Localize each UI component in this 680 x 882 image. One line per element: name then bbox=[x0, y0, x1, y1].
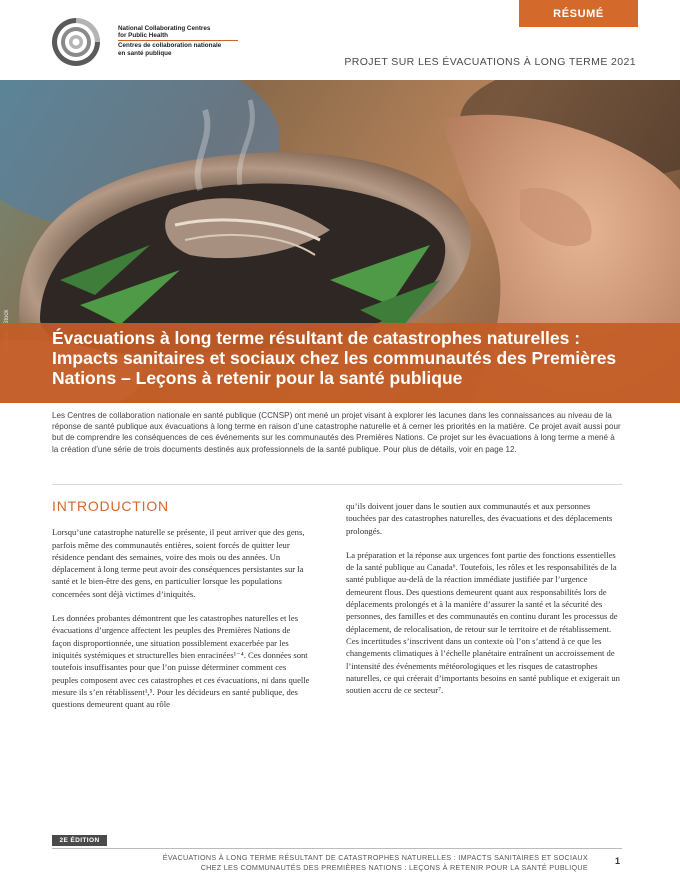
footer-line: CHEZ LES COMMUNAUTÉS DES PREMIÈRES NATIONS : LEÇONS À RETENIR POUR LA SANTÉ PUBLIQUE bbox=[200, 863, 588, 872]
section-divider bbox=[52, 484, 622, 485]
document-title: Évacuations à long terme résultant de catastrophes naturelles : Impacts sanitaires et sociaux chez les communautés des Premières Nations – Leçons à retenir pour la santé publique bbox=[52, 328, 617, 388]
page-number: 1 bbox=[614, 856, 620, 866]
project-summary: Les Centres de collaboration nationale en santé publique (CCNSP) ont mené un projet visant à explorer les lacunes dans les connaissances au niveau de la réponse de santé publique aux évacuations à long terme en raison d’une catastrophe naturelle et à cerner les priorités en la matière. Ce projet avait aussi pour but de comprendre les conséquences de ces événements sur les communautés des Premières Nations. Ce projet sur les évacuations à long terme a mené à la création d’une série de trois documents destinés aux professionnels de la santé publique. Pour plus de détails, voir en page 12. bbox=[52, 411, 621, 454]
organization-name bbox=[118, 25, 258, 57]
text-column-left bbox=[52, 500, 310, 722]
text-column-right bbox=[346, 500, 622, 708]
summary-badge: RÉSUMÉ bbox=[519, 0, 638, 27]
org-name-fr-2: en santé publique bbox=[118, 49, 172, 57]
paragraph: La préparation et la réponse aux urgences font partie des fonctions essentielles de la santé publique au Canada⁶. Toutefois, les rôles et les responsabilités de la santé publique au-delà de la réaction immédiate justifiée par l’urgence demeurent flous. Des questions demeurent quant aux responsabilités lors de déplacements prolongés et à la manière d’assurer la santé et la sécurité des personnes, des familles et des communautés en continu durant les processus de déplacement, de relocalisation, de retour sur le territoire et de rétablissement. Ces incertitudes s’inscrivent dans un contexte où l’on s’attend à ce que les changements climatiques à l’échelle planétaire entraînent un accroissement de l’intensité des événements météorologiques et les risques de catastrophes naturelles, ce qui créerait d’importants besoins en santé publique et exigerait un soutien accru de ce secteur⁷. bbox=[346, 549, 620, 696]
paragraph: Les données probantes démontrent que les catastrophes naturelles et les évacuations d’urgence affectent les peuples des Premières Nations de façon disproportionnée, une situation possiblement exacerbée par les iniquités systémiques et structurelles bien enracinées¹⁻⁴. Ces données sont toutefois insuffisantes pour que l’on puisse déterminer comment ces peuples composent avec ces catastrophes et ces évacuations, ni dans quelle mesure ils s’en rétablissent¹,⁵. Pour les décideurs en santé publique, des questions demeurent quant au rôle bbox=[52, 613, 310, 710]
title-band bbox=[0, 323, 680, 403]
project-label: PROJET SUR LES ÉVACUATIONS À LONG TERME 2021 bbox=[344, 56, 636, 68]
running-footer bbox=[163, 853, 588, 873]
section-heading: INTRODUCTION bbox=[52, 498, 169, 514]
paragraph: Lorsqu’une catastrophe naturelle se présente, il peut arriver que des gens, parfois même des communautés entières, soient forcés de quitter leur résidence pendant des semaines, voire des mois ou des années. Un déplacement à long terme peut avoir des conséquences persistantes sur la santé et le bien-être des gens, en particulier lorsque les populations concernées sont déjà victimes d’iniquités. bbox=[52, 527, 305, 599]
org-name-fr-1: Centres de collaboration nationale bbox=[118, 42, 222, 50]
paragraph: qu’ils doivent jouer dans le soutien aux communautés et aux personnes touchées par des catastrophes naturelles, des évacuations et des déplacements prolongés. bbox=[346, 501, 613, 536]
edition-badge: 2E ÉDITION bbox=[52, 835, 107, 846]
org-name-en-1: National Collaborating Centres bbox=[118, 25, 211, 32]
org-divider bbox=[118, 40, 238, 41]
nccph-logo bbox=[50, 16, 102, 68]
footer-line: ÉVACUATIONS À LONG TERME RÉSULTANT DE CATASTROPHES NATURELLES : IMPACTS SANITAIRES ET SOCIAUX bbox=[162, 853, 588, 862]
org-name-en-2: for Public Health bbox=[118, 32, 169, 40]
footer-divider bbox=[52, 848, 622, 849]
